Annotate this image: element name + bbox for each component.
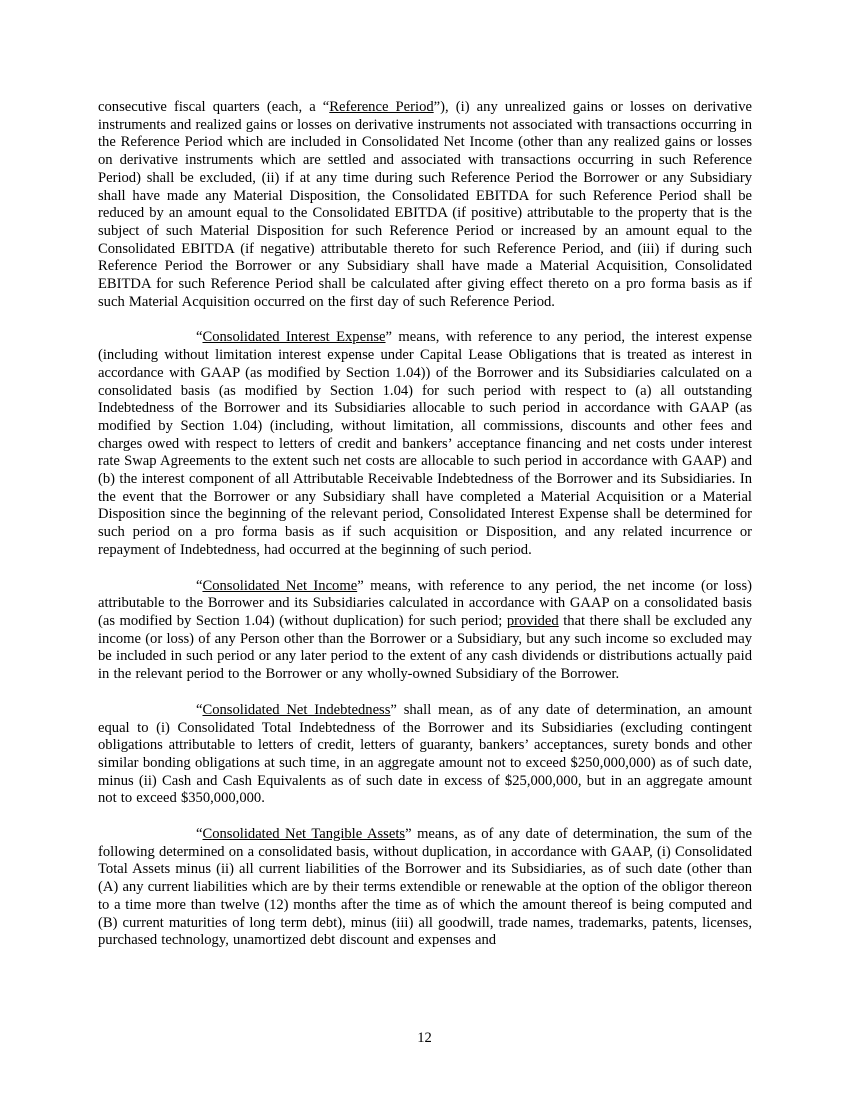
paragraph-text: ” shall mean, as of any date of determination, an amount equal to (i) Consolidated Total Indebtedness of the Borrower and its Subsidiaries (excluding contingent obligations attributable to letters of credit, letters of guaranty, bankers’ acceptances, surety bonds and other similar bonding obligations at such time, in an aggregate amount not to exceed $250,000,000) as of such date, minus (ii) Cash and Cash Equivalents as of such date in excess of $25,000,000, but in an aggregate amount not to exceed $350,000,000. — [98, 701, 752, 807]
paragraph-text: ” means, with reference to any period, the net income (or loss) attributable to the Borrower and its Subsidiaries calculated in accordance with GAAP on a consolidated basis (as modified by Section 1.04) (without duplication) for such period; — [98, 577, 752, 629]
page-number: 12 — [417, 1030, 432, 1046]
paragraph — [98, 826, 752, 950]
defined-term: Consolidated Net Income — [202, 577, 358, 594]
defined-term: Consolidated Net Tangible Assets — [202, 826, 406, 843]
defined-term: Consolidated Net Indebtedness — [202, 701, 391, 718]
paragraph-text: “ — [196, 701, 203, 718]
paragraph-text: ”), (i) any unrealized gains or losses on derivative instruments and realized gains or losses on derivative instruments not associated with transactions occurring in the Reference Period which are included in Consolidated Net Income (other than any realized gains or losses on derivative instruments which are settled and associated with transactions occurring in such Reference Period) shall be excluded, (ii) if at any time during such Reference Period the Borrower or any Subsidiary shall have made any Material Disposition, the Consolidated EBITDA for such Reference Period shall be reduced by an amount equal to the Consolidated EBITDA (if positive) attributable to the property that is the subject of such Material Disposition for such Reference Period or increased by an amount equal to the Consolidated EBITDA (if negative) attributable thereto for such Reference Period, and (iii) if during such Reference Period the Borrower or any Subsidiary shall have made a Material Acquisition, Consolidated EBITDA for such Reference Period shall be calculated after giving effect thereto on a pro forma basis as if such Material Acquisition occurred on the first day of such Reference Period. — [98, 99, 753, 310]
defined-term: Consolidated Interest Expense — [202, 329, 386, 346]
paragraph-text: ” means, as of any date of determination, the sum of the following determined on a consolidated basis, without duplication, in accordance with GAAP, (i) Consolidated Total Assets minus (ii) all current liabilities of the Borrower and its Subsidiaries, as of such date (other than (A) any current liabilities which are by their terms extendible or renewable at the option of the obligor thereon to a time more than twelve (12) months after the time as of which the amount thereof is being computed and (B) current maturities of long term debt), minus (iii) all goodwill, trade names, trademarks, patents, licenses, purchased technology, unamortized debt discount and expenses and — [98, 826, 752, 949]
document-body — [98, 99, 752, 968]
paragraph — [98, 578, 752, 684]
paragraph-text: “ — [196, 577, 203, 594]
paragraph — [98, 99, 752, 311]
paragraph-text: that there shall be excluded any income (or loss) of any Person other than the Borrower or a Subsidiary, but any such income so excluded may be included in such period or any later period to the extent of any cash dividends or distributions actually paid in the relevant period to the Borrower or any wholly-owned Subsidiary of the Borrower. — [98, 612, 752, 683]
paragraph — [98, 702, 752, 808]
paragraph — [98, 329, 752, 559]
defined-term: provided — [506, 612, 559, 629]
paragraph-text: consecutive fiscal quarters (each, a “ — [98, 99, 330, 115]
paragraph-text: ” means, with reference to any period, the interest expense (including without limitation interest expense under Capital Lease Obligations that is treated as interest in accordance with GAAP (as modified by Section 1.04)) of the Borrower and its Subsidiaries calculated on a consolidated basis (as modified by Section 1.04) for such period with respect to (a) all outstanding Indebtedness of the Borrower and its Subsidiaries allocable to such period in accordance with GAAP (as modified by Section 1.04) (including, without limitation, all commissions, discounts and other fees and charges owed with respect to letters of credit and bankers’ acceptance financing and net costs under interest rate Swap Agreements to the extent such net costs are allocable to such period in accordance with GAAP) and (b) the interest component of all Attributable Receivable Indebtedness of the Borrower and its Subsidiaries. In the event that the Borrower or any Subsidiary shall have completed a Material Acquisition or a Material Disposition since the beginning of the relevant period, Consolidated Interest Expense shall be determined for such period on a pro forma basis as if such acquisition or Disposition, and any related incurrence or repayment of Indebtedness, had occurred at the beginning of such period. — [98, 329, 753, 558]
paragraph-text: “ — [196, 826, 203, 843]
paragraph-text: “ — [196, 329, 203, 346]
defined-term: Reference Period — [329, 99, 434, 115]
